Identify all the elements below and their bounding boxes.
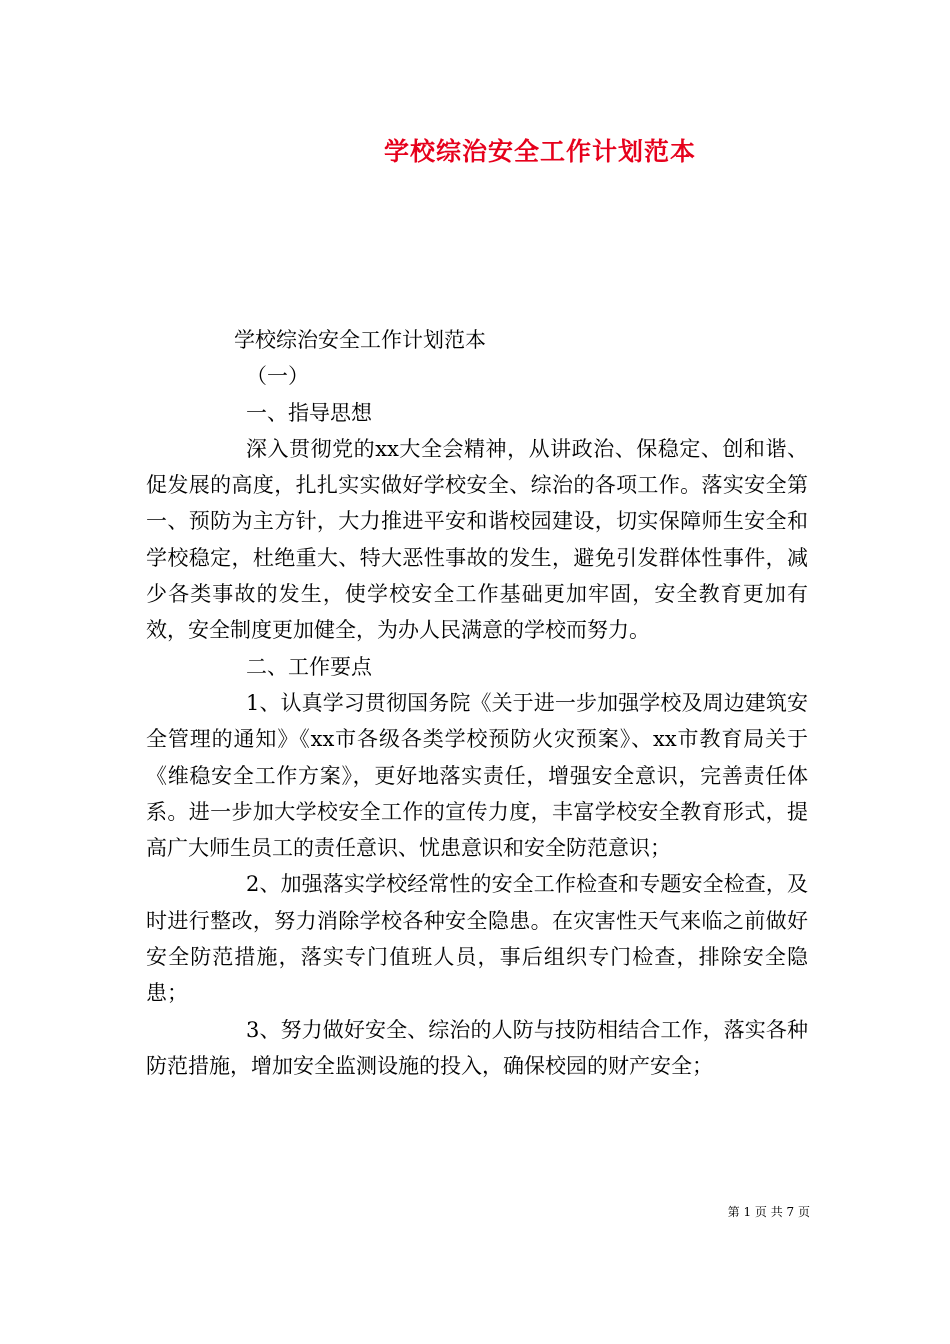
work-point-1: 1、认真学习贯彻国务院《关于进一步加强学校及周边建筑安全管理的通知》《xx市各级各类学校预防火灾预案》、xx市教育局关于《维稳安全工作方案》，更好地落实责任，增强安全意识，完善责任体系。进一步加大学校安全工作的宣传力度，丰富学校安全教育形式，提高广大师生员工的责任意识、忧患意识和安全防范意识；	[146, 690, 808, 861]
page-footer: 第 1 页 共 7 页	[727, 1205, 810, 1219]
section-heading-guiding-thought: 一、指导思想	[246, 400, 372, 425]
document-body	[146, 322, 808, 1084]
part-number: （一）	[246, 364, 309, 389]
section-heading-work-points: 二、工作要点	[246, 654, 372, 679]
work-point-3: 3、努力做好安全、综治的人防与技防相结合工作，落实各种防范措施，增加安全监测设施的投入，确保校园的财产安全；	[146, 1017, 808, 1078]
page-title: 学校综治安全工作计划范本	[383, 137, 696, 166]
document-subtitle: 学校综治安全工作计划范本	[234, 328, 486, 352]
work-point-2: 2、加强落实学校经常性的安全工作检查和专题安全检查，及时进行整改，努力消除学校各种安全隐患。在灾害性天气来临之前做好安全防范措施，落实专门值班人员，事后组织专门检查，排除安全隐患；	[146, 872, 808, 1006]
paragraph-guiding-thought: 深入贯彻党的xx大全会精神，从讲政治、保稳定、创和谐、促发展的高度，扎扎实实做好学校安全、综治的各项工作。落实安全第一、预防为主方针，大力推进平安和谐校园建设，切实保障师生安全和学校稳定，杜绝重大、特大恶性事故的发生，避免引发群体性事件，减少各类事故的发生，使学校安全工作基础更加牢固，安全教育更加有效，安全制度更加健全，为办人民满意的学校而努力。	[146, 436, 808, 643]
